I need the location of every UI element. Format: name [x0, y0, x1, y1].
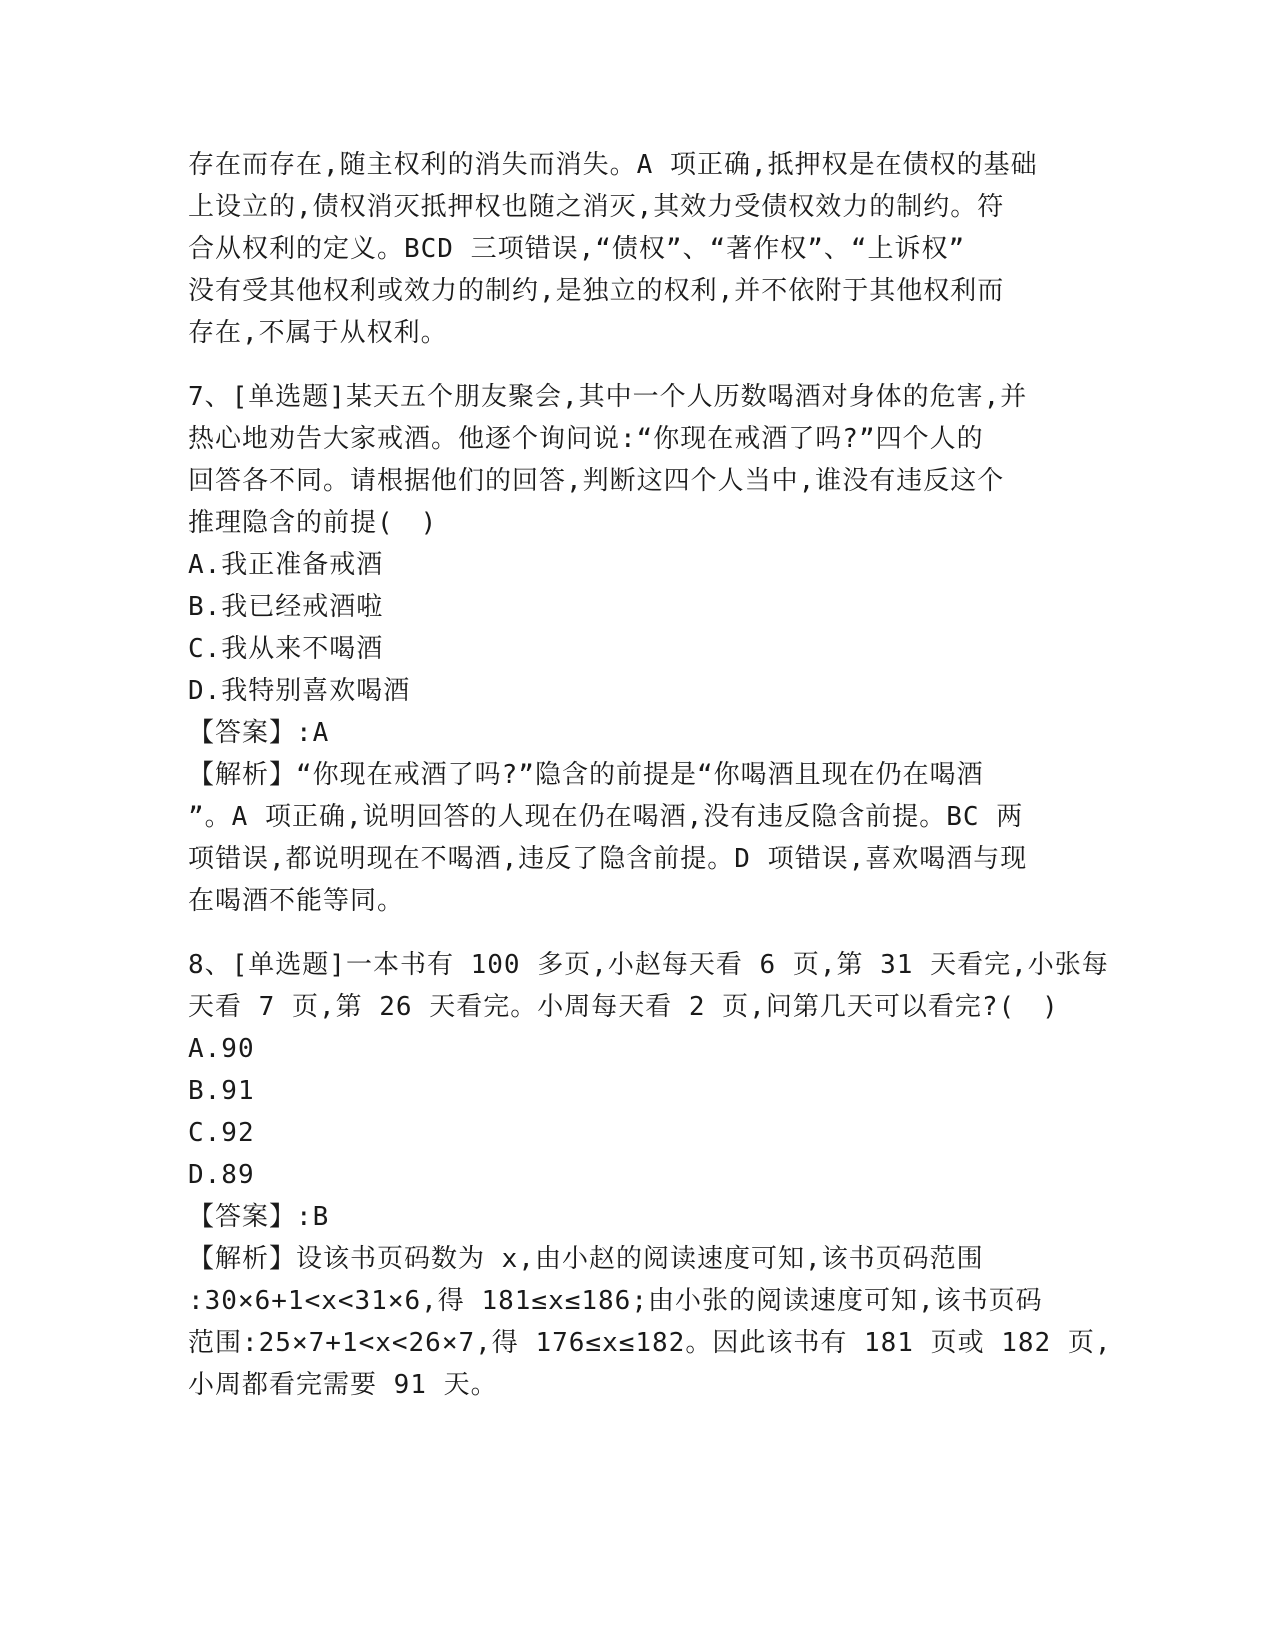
- question-7: [188, 376, 1088, 922]
- option-a: A.我正准备戒酒: [188, 550, 384, 580]
- question-stem-line: 7、[单选题]某天五个朋友聚会,其中一个人历数喝酒对身体的危害,并: [188, 382, 1028, 412]
- option-b: B.我已经戒酒啦: [188, 592, 384, 622]
- question-stem-line: 推理隐含的前提( ): [188, 508, 438, 538]
- analysis-line: 项错误,都说明现在不喝酒,违反了隐含前提。D 项错误,喜欢喝酒与现: [188, 844, 1028, 874]
- option-c: C.我从来不喝酒: [188, 634, 384, 664]
- text-line: 存在,不属于从权利。: [188, 318, 448, 348]
- spacer: [188, 354, 1088, 376]
- analysis-line: 【解析】“你现在戒酒了吗?”隐含的前提是“你喝酒且现在仍在喝酒: [188, 760, 984, 790]
- analysis-line: ”。A 项正确,说明回答的人现在仍在喝酒,没有违反隐含前提。BC 两: [188, 802, 1024, 832]
- option-c: C.92: [188, 1118, 255, 1148]
- option-d: D.89: [188, 1160, 255, 1190]
- analysis-line: 【解析】设该书页码数为 x,由小赵的阅读速度可知,该书页码范围: [188, 1244, 984, 1274]
- analysis-line: 范围:25×7+1<x<26×7,得 176≤x≤182。因此该书有 181 页或 182 页,: [188, 1328, 1112, 1358]
- question-stem-line: 热心地劝告大家戒酒。他逐个询问说:“你现在戒酒了吗?”四个人的: [188, 424, 984, 454]
- option-b: B.91: [188, 1076, 255, 1106]
- analysis-line: 小周都看完需要 91 天。: [188, 1370, 498, 1400]
- option-a: A.90: [188, 1034, 255, 1064]
- question-stem-line: 回答各不同。请根据他们的回答,判断这四个人当中,谁没有违反这个: [188, 466, 1005, 496]
- analysis-line: :30×6+1<x<31×6,得 181≤x≤186;由小张的阅读速度可知,该书页码: [188, 1286, 1043, 1316]
- answer-line: 【答案】:B: [188, 1202, 330, 1232]
- answer-line: 【答案】:A: [188, 718, 330, 748]
- analysis-line: 在喝酒不能等同。: [188, 886, 405, 916]
- question-stem-line: 8、[单选题]一本书有 100 多页,小赵每天看 6 页,第 31 天看完,小张每: [188, 950, 1109, 980]
- text-line: 存在而存在,随主权利的消失而消失。A 项正确,抵押权是在债权的基础: [188, 150, 1038, 180]
- spacer: [188, 922, 1088, 944]
- document-page: [188, 144, 1112, 1406]
- question-8: [188, 944, 1112, 1406]
- text-line: 没有受其他权利或效力的制约,是独立的权利,并不依附于其他权利而: [188, 276, 1005, 306]
- text-line: 上设立的,债权消灭抵押权也随之消灭,其效力受债权效力的制约。符: [188, 192, 1005, 222]
- text-line: 合从权利的定义。BCD 三项错误,“债权”、“著作权”、“上诉权”: [188, 234, 966, 264]
- previous-analysis-continuation: [188, 144, 1088, 354]
- option-d: D.我特别喜欢喝酒: [188, 676, 411, 706]
- question-stem-line: 天看 7 页,第 26 天看完。小周每天看 2 页,问第几天可以看完?( ): [188, 992, 1059, 1022]
